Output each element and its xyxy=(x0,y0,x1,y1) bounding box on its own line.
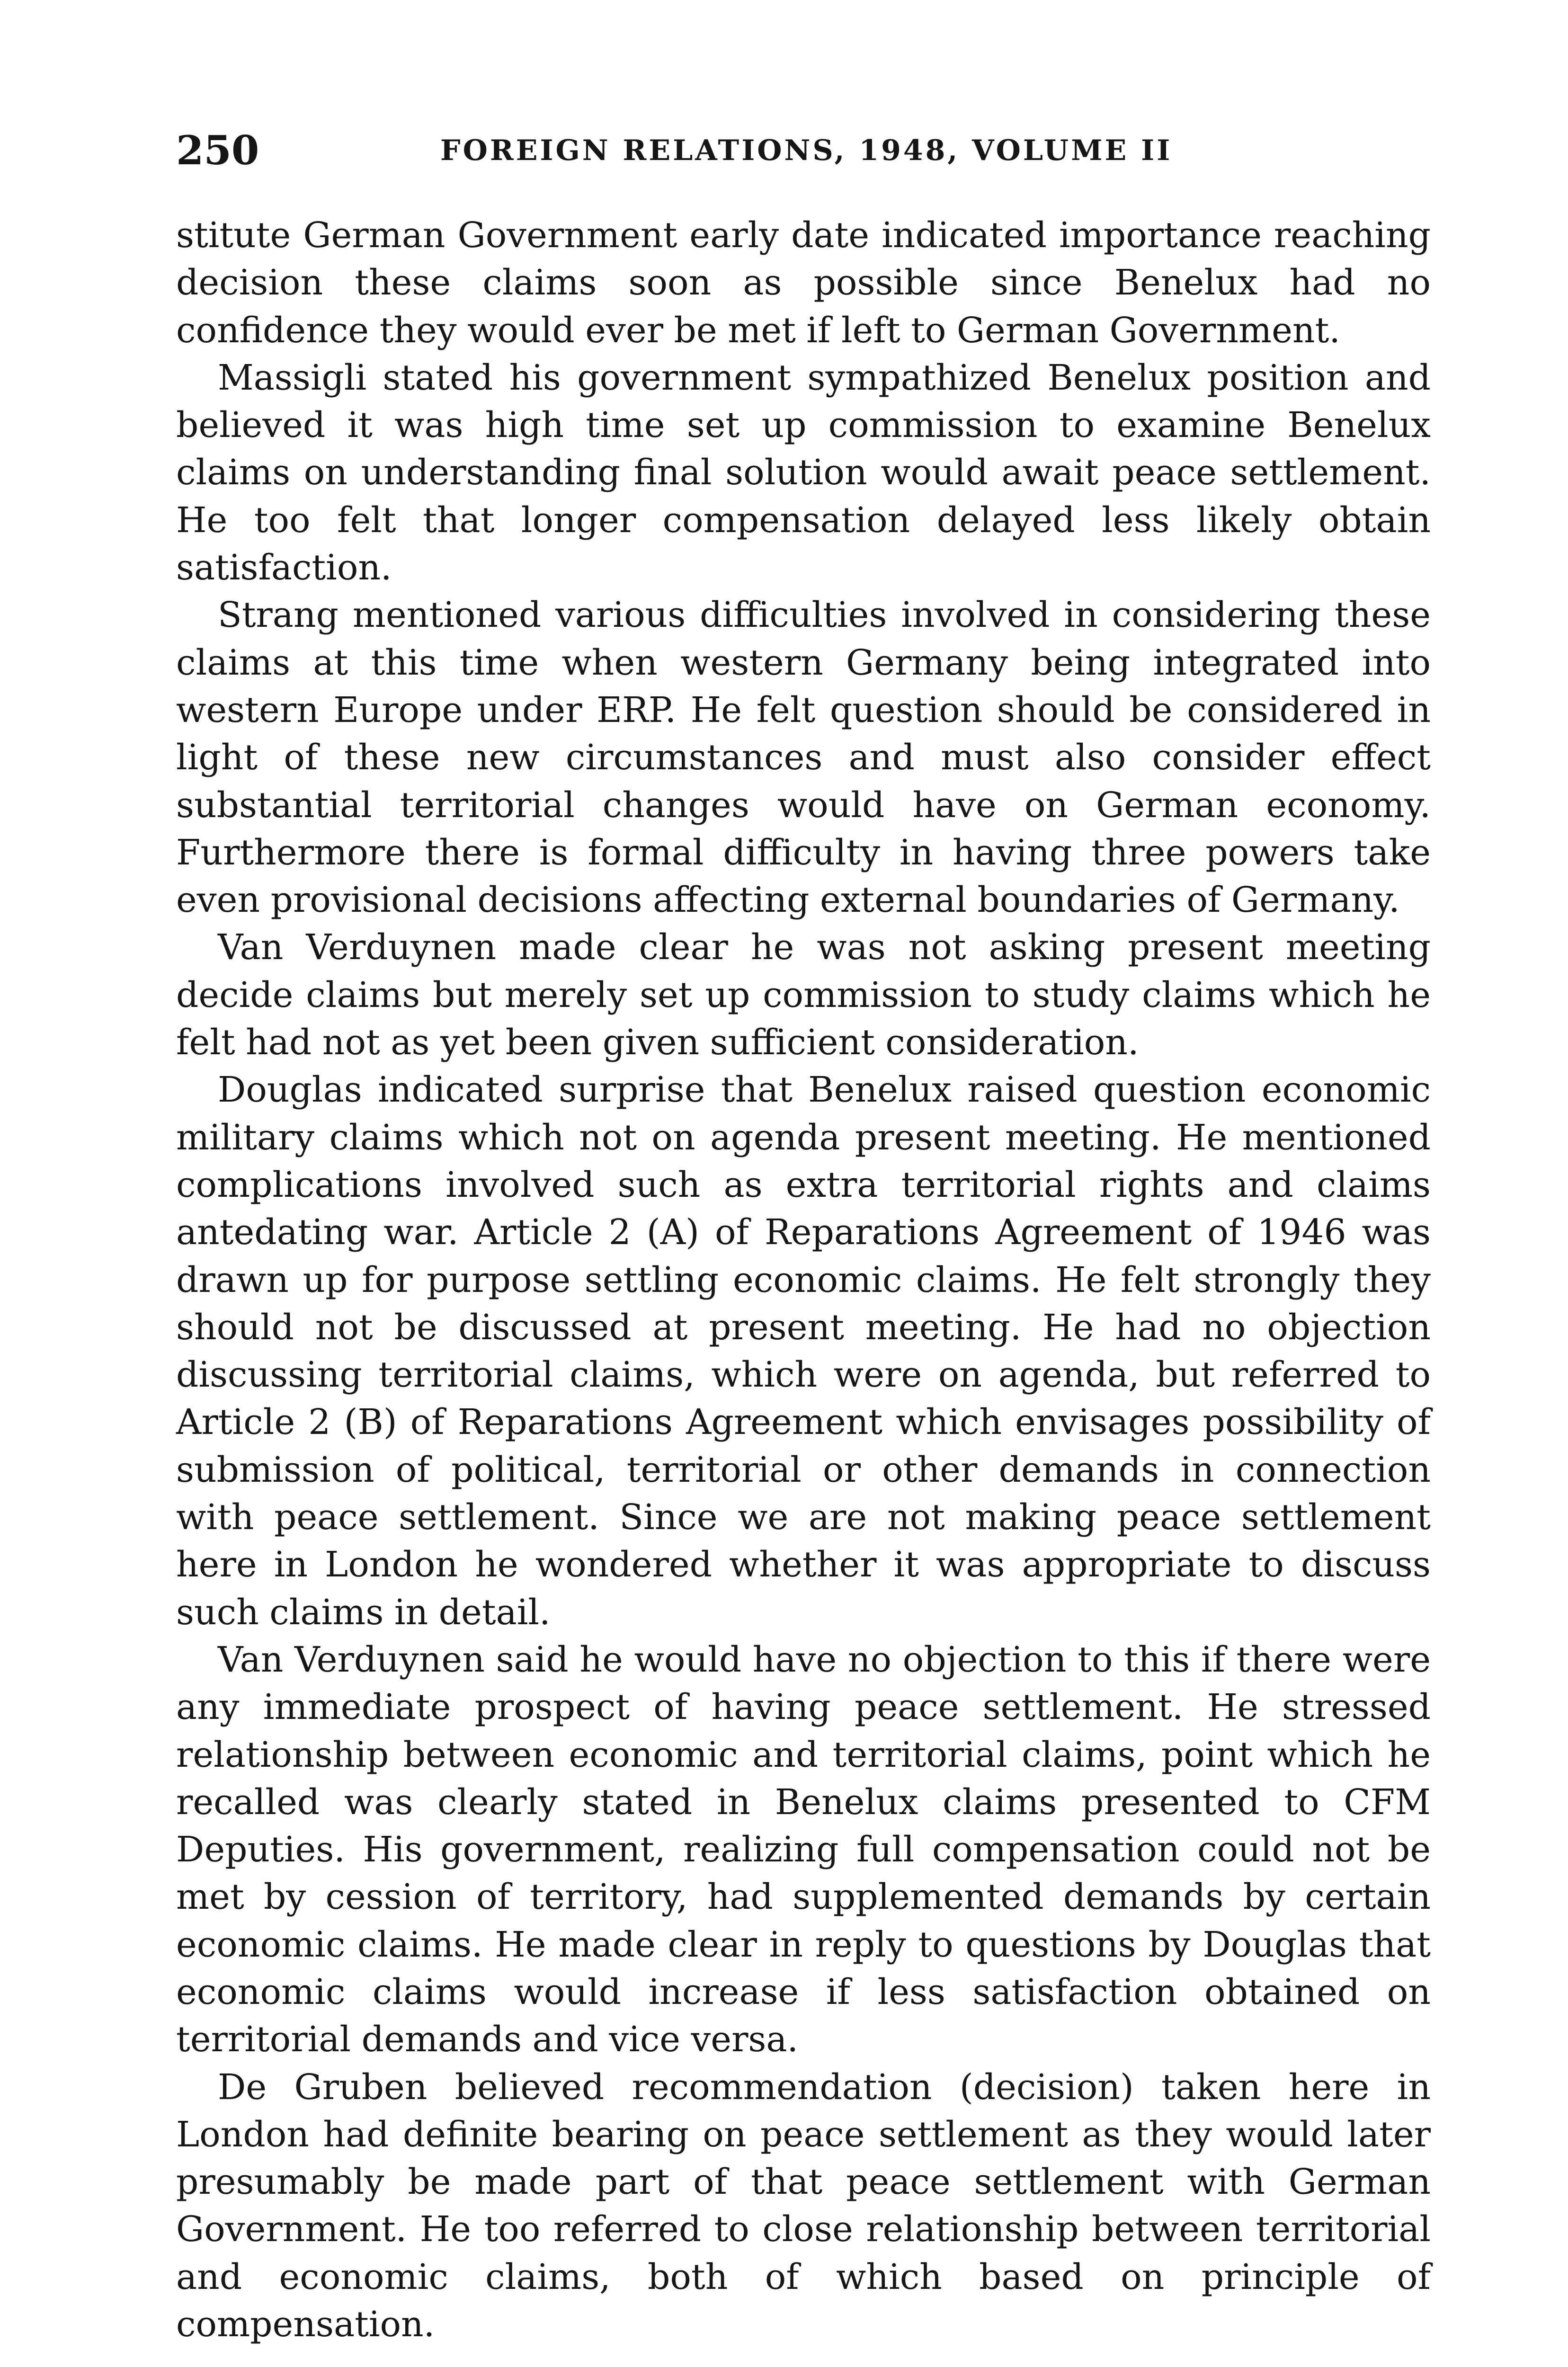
page-number: 250 xyxy=(176,127,259,174)
paragraph-strang: Strang mentioned various difficulties involved in considering these claims at this time when western Germany being integrated into western Europe under ERP. He felt question should be considered in light of these new circumstances and must also consider effect substantial territorial changes would have on German economy. Furthermore there is formal difficulty in having three powers take even provisional decisions affecting external boundaries of Germany. xyxy=(176,595,1431,921)
body-text xyxy=(176,212,1431,2348)
running-head: FOREIGN RELATIONS, 1948, VOLUME II xyxy=(440,134,1173,167)
paragraph-de-gruben: De Gruben believed recommendation (decision) taken here in London had definite bearing on peace settlement as they would later presumably be made part of that peace settlement with German Government. He too referred to close relationship between territorial and economic claims, both of which based on principle of compensation. xyxy=(176,2066,1431,2345)
paragraph-massigli: Massigli stated his government sympathized Benelux position and believed it was high time set up commission to examine Benelux claims on understanding final solution would await peace settlement. He too felt that longer compensation delayed less likely obtain satisfaction. xyxy=(176,357,1431,588)
paragraph-van-verduynen-1: Van Verduynen made clear he was not asking present meeting decide claims but merely set up commission to study claims which he felt had not as yet been given sufficient consideration. xyxy=(176,927,1431,1063)
paragraph-continuation: stitute German Government early date indicated importance reaching decision these claims soon as possible since Benelux had no confidence they would ever be met if left to German Government. xyxy=(176,215,1431,351)
page-header xyxy=(176,127,1431,174)
paragraph-douglas: Douglas indicated surprise that Benelux raised question economic military claims which not on agenda present meeting. He mentioned complications involved such as extra territorial rights and claims antedating war. Article 2 (A) of Reparations Agreement of 1946 was drawn up for purpose settling economic claims. He felt strongly they should not be discussed at present meeting. He had no objection discussing territorial claims, which were on agenda, but referred to Article 2 (B) of Reparations Agreement which envisages possibility of submission of political, territorial or other demands in connection with peace settlement. Since we are not making peace settlement here in London he wondered whether it was appropriate to discuss such claims in detail. xyxy=(176,1069,1431,1633)
paragraph-van-verduynen-2: Van Verduynen said he would have no objection to this if there were any immediate prospect of having peace settlement. He stressed relationship between economic and territorial claims, point which he recalled was clearly stated in Benelux claims presented to CFM Deputies. His government, realizing full compensation could not be met by cession of territory, had supplemented demands by certain economic claims. He made clear in reply to questions by Douglas that economic claims would increase if less satisfaction obtained on territorial demands and vice versa. xyxy=(176,1639,1431,2060)
